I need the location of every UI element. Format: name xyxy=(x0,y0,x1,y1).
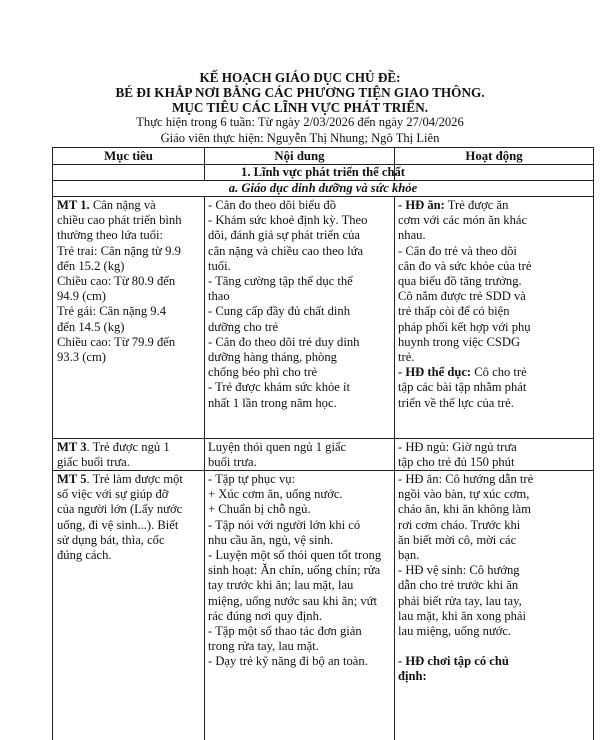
activity-line: nhau. xyxy=(398,228,426,243)
activity-line: cân đo và sức khỏe của trẻ xyxy=(398,258,532,273)
activity-line: lau miệng, uống nước. xyxy=(398,624,512,639)
content-line: tuổi. xyxy=(208,258,231,273)
objective-line: Trẻ trai: Cân nặng từ 9.9 xyxy=(57,243,181,258)
content-line: dõi, đánh giá sự phát triển của xyxy=(208,228,360,243)
content-line: nhu cầu ăn, ngủ, vệ sinh. xyxy=(208,532,334,547)
content-line: - Tăng cường tập thể dục thể xyxy=(208,274,353,289)
plan-title: KẾ HOẠCH GIÁO DỤC CHỦ ĐỀ: xyxy=(199,70,401,85)
col-header-activity: Hoạt động xyxy=(465,149,523,163)
activity-line: cháo ăn, khi ăn không làm xyxy=(398,502,531,517)
content-line: dưỡng cho trẻ xyxy=(208,319,279,334)
activity-line: triển về thể lực của trẻ. xyxy=(398,395,514,410)
activity-line: trẻ thấp còi để có biện xyxy=(398,304,510,319)
activity-line: cơm với các món ăn khác xyxy=(398,213,528,228)
activity-line: qua biểu đồ tăng trưởng. xyxy=(398,274,522,289)
section-physical-development: 1. Lĩnh vực phát triển thể chất xyxy=(241,165,405,179)
content-line: - Dạy trẻ kỹ năng đi bộ an toàn. xyxy=(208,654,368,669)
activity-line: trẻ. xyxy=(398,350,415,365)
objective-mt1 xyxy=(57,198,201,365)
objective-tag: MT 3 xyxy=(57,440,87,454)
objective-line: đúng cách. xyxy=(57,548,112,563)
objective-line: 94.9 (cm) xyxy=(57,289,106,304)
objective-line: của người lớn (Lấy nước xyxy=(57,502,183,517)
plan-teachers: Giáo viên thực hiện: Nguyễn Thị Nhung; Ngô Thị Liên xyxy=(160,131,440,145)
content-line: thao xyxy=(208,289,230,304)
objective-line: Trẻ gái: Cân nặng 9.4 xyxy=(57,304,167,319)
activity-line: - HĐ ngủ: Giờ ngủ trưa xyxy=(398,440,517,454)
activity-line: pháp phối kết hợp với phụ xyxy=(398,319,531,334)
objective-line: giấc buổi trưa. xyxy=(57,455,130,470)
activity-line: Cô cho trẻ xyxy=(471,365,527,380)
content-line: - Cân đo theo dõi biểu đồ xyxy=(208,198,337,212)
objective-line: thường theo lứa tuổi: xyxy=(57,228,164,243)
content-line: + Xúc cơm ăn, uống nước. xyxy=(208,487,343,502)
activity-line: dẫn cho trẻ trước khi ăn xyxy=(398,578,519,593)
plan-duration: Thực hiện trong 6 tuần: Từ ngày 2/03/2026 đến ngày 27/04/2026 xyxy=(136,115,464,129)
content-line: rác đúng nơi quy định. xyxy=(208,608,323,623)
table-rule xyxy=(52,438,594,439)
activity-line: phải biết rửa tay, lau tay, xyxy=(398,593,522,608)
activity-line: ăn biết mời cô, mời các xyxy=(398,532,517,547)
objective-line: uống, đi vệ sinh...). Biết xyxy=(57,517,179,532)
content-line: cân nặng và chiều cao theo lứa xyxy=(208,243,364,258)
content-line: miệng, uống nước sau khi ăn; vứt xyxy=(208,593,377,608)
subsection-nutrition-health: a. Giáo dục dinh dưỡng và sức khỏe xyxy=(228,181,418,195)
objective-line: . Trẻ được ngủ 1 xyxy=(86,440,170,454)
content-line: Luyện thói quen ngủ 1 giấc xyxy=(208,440,347,454)
objective-tag: MT 5 xyxy=(57,472,87,486)
content-line: + Chuẩn bị chỗ ngủ. xyxy=(208,502,311,517)
activity-line: rơi cơm cháo. Trước khi xyxy=(398,517,521,532)
objective-line: 93.3 (cm) xyxy=(57,350,106,365)
activity-label-play: - HĐ chơi tập có chủ xyxy=(398,654,509,669)
activity-label-eating: - HĐ ăn: xyxy=(398,198,445,212)
content-line: trong rửa tay, lau mặt. xyxy=(208,639,319,654)
activity-mt3 xyxy=(398,440,592,470)
content-line: buổi trưa. xyxy=(208,455,257,470)
activity-line: tập cho trẻ đủ 150 phút xyxy=(398,455,515,470)
objective-mt5 xyxy=(57,472,201,563)
activity-line: - HĐ vệ sinh: Cô hướng xyxy=(398,563,520,578)
content-line: - Trẻ được khám sức khỏe ít xyxy=(208,380,351,395)
content-line: sinh hoạt: Ăn chín, uống chín; rửa xyxy=(208,563,381,578)
content-mt3 xyxy=(208,440,392,470)
content-line: - Khám sức khoẻ định kỳ. Theo xyxy=(208,213,368,228)
objective-line: Chiều cao: Từ 80.9 đến xyxy=(57,274,176,289)
objective-line: Chiều cao: Từ 79.9 đến xyxy=(57,334,176,349)
content-line: - Cân đo theo dõi trẻ duy dinh xyxy=(208,334,360,349)
activity-line: lau mặt, khi ăn xong phải xyxy=(398,608,527,623)
table-rule xyxy=(394,196,395,740)
table-rule xyxy=(52,147,594,148)
activity-label-exercise: - HĐ thể dục: xyxy=(398,365,472,380)
activity-line: - Cân đo trẻ và theo dõi xyxy=(398,243,517,258)
objective-line: đến 14.5 (kg) xyxy=(57,319,125,334)
activity-line: huynh trong việc CSDG xyxy=(398,334,521,349)
content-line: - Tập nói với người lớn khi có xyxy=(208,517,361,532)
objective-mt3 xyxy=(57,440,201,470)
objective-line: đến 15.2 (kg) xyxy=(57,258,125,273)
activity-line: - HĐ ăn: Cô hướng dẫn trẻ xyxy=(398,472,534,486)
activity-line: ngồi vào bàn, tự xúc cơm, xyxy=(398,487,530,502)
content-mt1 xyxy=(208,198,392,411)
content-mt5 xyxy=(208,472,392,670)
col-header-content: Nội dung xyxy=(274,149,325,163)
content-line: - Tập tự phục vụ: xyxy=(208,472,296,486)
content-line: - Tập một số thao tác đơn giản xyxy=(208,624,362,639)
objective-line: chiều cao phát triển bình xyxy=(57,213,182,228)
activity-line: Cô nắm được trẻ SDD và xyxy=(398,289,526,304)
objective-tag: MT 1. xyxy=(57,198,90,212)
col-header-objective: Mục tiêu xyxy=(104,149,153,163)
activity-line: tập các bài tập nhằm phát xyxy=(398,380,527,395)
objective-line: số việc với sự giúp đỡ xyxy=(57,487,169,502)
activity-label-play: định: xyxy=(398,669,427,684)
objective-line: sử dụng bát, thìa, cốc xyxy=(57,532,165,547)
activity-mt5 xyxy=(398,472,592,685)
content-line: tay trước khi ăn; lau mặt, lau xyxy=(208,578,354,593)
table-rule xyxy=(204,196,205,740)
content-line: chống béo phì cho trẻ xyxy=(208,365,318,380)
activity-line: bạn. xyxy=(398,548,420,563)
activity-mt1 xyxy=(398,198,592,411)
content-line: dưỡng hàng tháng, phòng xyxy=(208,350,337,365)
table-rule xyxy=(593,147,594,740)
activity-line: Trẻ được ăn xyxy=(444,198,509,212)
plan-topic: BÉ ĐI KHẮP NƠI BẰNG CÁC PHƯƠNG TIỆN GIAO THÔNG. xyxy=(115,85,485,100)
content-line: - Cung cấp đầy đủ chất dinh xyxy=(208,304,350,319)
plan-objective-heading: MỤC TIÊU CÁC LĨNH VỰC PHÁT TRIỂN. xyxy=(171,100,429,115)
objective-line: Cân nặng và xyxy=(92,198,156,212)
content-line: - Luyện một số thói quen tốt trong xyxy=(208,548,382,563)
objective-line: . Trẻ làm được một xyxy=(86,472,183,486)
table-rule xyxy=(52,147,53,740)
content-line: nhất 1 lần trong năm học. xyxy=(208,395,337,410)
